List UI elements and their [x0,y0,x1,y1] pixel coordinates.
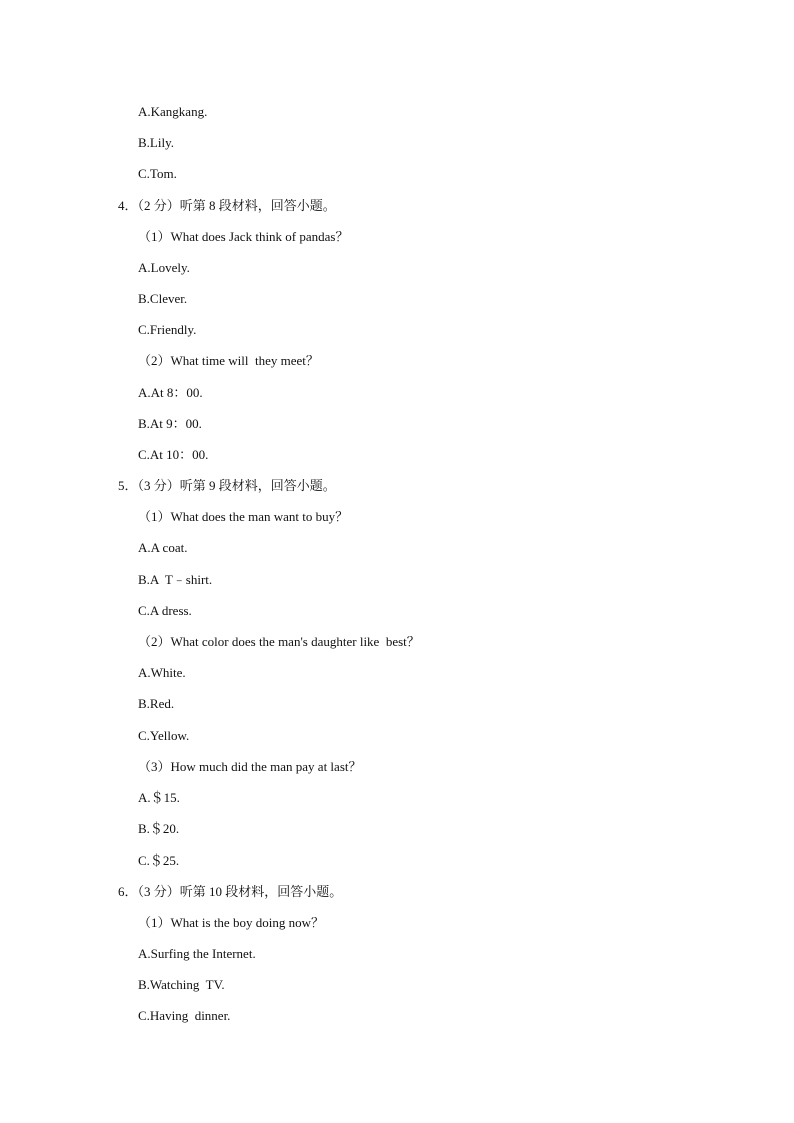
option-line: B.Watching TV. [138,977,225,992]
sub-question: （1）What does the man want to buy？ [138,509,349,524]
option-line: B.A T﹣shirt. [138,572,213,587]
option-line: C.Friendly. [138,322,197,337]
option-line: C.Yellow. [138,728,190,743]
option-line: B.At 9：00. [138,416,202,431]
option-line: A.Lovely. [138,260,190,275]
sub-question: （3）How much did the man pay at last？ [138,759,362,774]
option-line: A.Surfing the Internet. [138,946,256,961]
option-line: A.Kangkang. [138,104,208,119]
option-line: A.At 8：00. [138,385,203,400]
sub-question: （1）What is the boy doing now？ [138,915,324,930]
option-line: A.A coat. [138,540,188,555]
option-line: C.＄25. [138,853,180,868]
option-line: C.A dress. [138,603,192,618]
option-line: B.Red. [138,696,175,711]
option-line: C.Tom. [138,166,177,181]
question-heading: 5．（3 分）听第 9 段材料，回答小题。 [118,478,336,493]
option-line: C.Having dinner. [138,1008,231,1023]
option-line: B.Clever. [138,291,188,306]
option-line: C.At 10：00. [138,447,209,462]
sub-question: （1）What does Jack think of pandas？ [138,229,349,244]
sub-question: （2）What time will they meet？ [138,353,319,368]
option-line: A.White. [138,665,186,680]
option-line: B.Lily. [138,135,174,150]
question-heading: 4．（2 分）听第 8 段材料，回答小题。 [118,198,336,213]
question-heading: 6．（3 分）听第 10 段材料，回答小题。 [118,884,343,899]
option-line: A.＄15. [138,790,180,805]
sub-question: （2）What color does the man's daughter like best？ [138,634,420,649]
option-line: B.＄20. [138,821,180,836]
